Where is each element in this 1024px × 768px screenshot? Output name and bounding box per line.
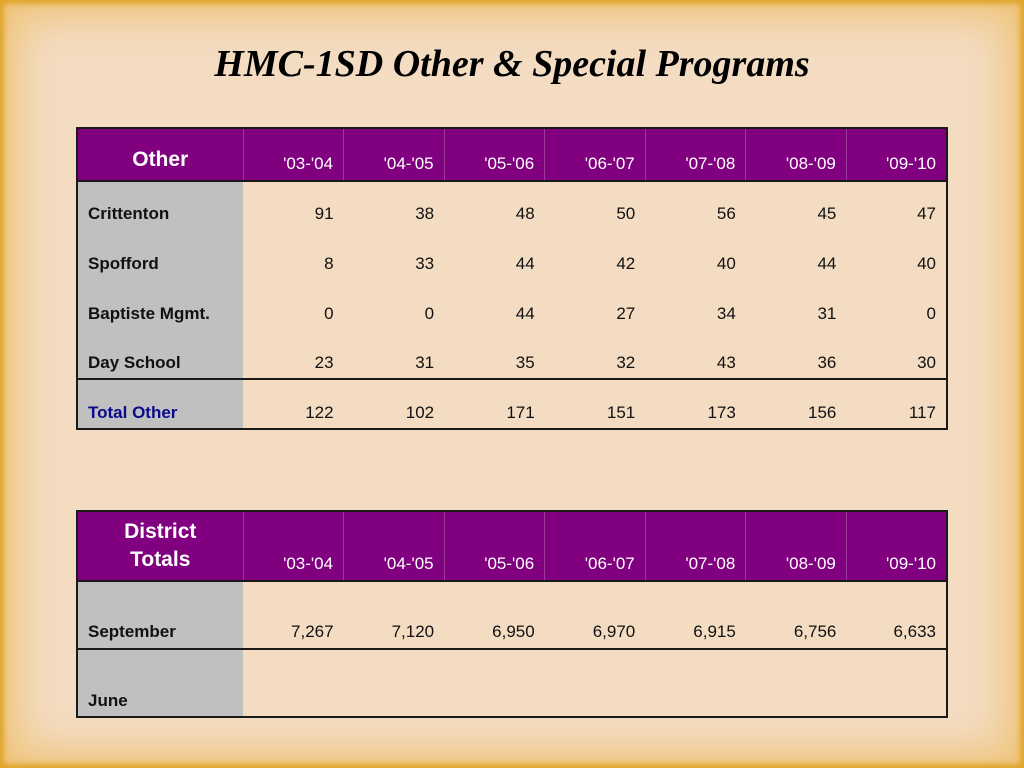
cell: 36: [817, 353, 837, 372]
row-label: Spofford: [77, 229, 243, 279]
cell: 48: [515, 204, 535, 223]
total-cell: 173: [707, 403, 736, 422]
cell: 6,915: [693, 622, 736, 641]
header-line: District: [124, 520, 197, 543]
cell: 23: [314, 353, 334, 372]
column-header: '04-'05: [344, 128, 445, 181]
column-header: '06-'07: [545, 511, 646, 581]
cell: 0: [424, 304, 435, 323]
column-header: '09-'10: [846, 128, 947, 181]
cell: 0: [926, 304, 936, 323]
column-header: '09-'10: [846, 511, 947, 581]
cell: [243, 649, 344, 717]
row-label: Baptiste Mgmt.: [77, 279, 243, 329]
table-row: [77, 329, 947, 379]
column-header: '04-'05: [344, 511, 445, 581]
cell: 45: [817, 204, 837, 223]
column-header: '07-'08: [645, 128, 746, 181]
table-row: [77, 181, 947, 229]
cell: 43: [716, 353, 736, 372]
cell: 7,120: [391, 622, 435, 641]
row-label: Crittenton: [77, 181, 243, 229]
cell: 34: [716, 304, 736, 323]
cell: 33: [415, 254, 435, 273]
cell: 44: [515, 254, 535, 273]
cell: [545, 649, 646, 717]
district-totals-table: [76, 510, 948, 718]
total-label: Total Other: [77, 379, 243, 429]
cell: 35: [515, 353, 535, 372]
column-header: '05-'06: [444, 128, 545, 181]
cell: 32: [616, 353, 636, 372]
table-header-row: [77, 511, 947, 581]
cell: 50: [616, 204, 636, 223]
slide-title: HMC-1SD Other & Special Programs: [214, 43, 810, 85]
table-row: [77, 649, 947, 717]
column-header: '03-'04: [243, 511, 344, 581]
cell: [746, 649, 847, 717]
cell: 47: [917, 204, 936, 223]
total-cell: 151: [606, 403, 636, 422]
total-cell: 156: [808, 403, 837, 422]
header-other: Other: [77, 128, 243, 181]
cell: 6,633: [893, 622, 936, 641]
cell: 40: [716, 254, 736, 273]
cell: [344, 649, 445, 717]
cell: 27: [616, 304, 636, 323]
cell: 38: [415, 204, 435, 223]
table-header-row: [77, 128, 947, 181]
cell: [645, 649, 746, 717]
column-header: '08-'09: [746, 511, 847, 581]
other-programs-table: [76, 127, 948, 430]
cell: 40: [917, 254, 936, 273]
column-header: '07-'08: [645, 511, 746, 581]
cell: 6,756: [793, 622, 837, 641]
cell: 44: [817, 254, 837, 273]
row-label: June: [77, 649, 243, 717]
header-line: Totals: [130, 548, 191, 571]
header-district-totals: [77, 511, 243, 581]
column-header: '06-'07: [545, 128, 646, 181]
cell: 56: [716, 204, 736, 223]
cell: 42: [616, 254, 636, 273]
column-header: '08-'09: [746, 128, 847, 181]
total-cell: 122: [305, 403, 334, 422]
table-row: [77, 581, 947, 649]
cell: 31: [817, 304, 837, 323]
cell: [444, 649, 545, 717]
cell: 30: [917, 353, 936, 372]
cell: 6,950: [492, 622, 535, 641]
total-row: [77, 379, 947, 429]
total-cell: 102: [405, 403, 435, 422]
cell: 6,970: [592, 622, 636, 641]
table-row: [77, 229, 947, 279]
total-cell: 117: [908, 403, 936, 422]
cell: 8: [324, 254, 334, 273]
cell: 31: [415, 353, 435, 372]
table-row: [77, 279, 947, 329]
cell: 7,267: [291, 622, 334, 641]
cell: [846, 649, 947, 717]
row-label: September: [77, 581, 243, 649]
row-label: Day School: [77, 329, 243, 379]
column-header: '03-'04: [243, 128, 344, 181]
cell: 91: [314, 204, 334, 223]
cell: 44: [515, 304, 535, 323]
cell: 0: [324, 304, 334, 323]
column-header: '05-'06: [444, 511, 545, 581]
total-cell: 171: [506, 403, 535, 422]
